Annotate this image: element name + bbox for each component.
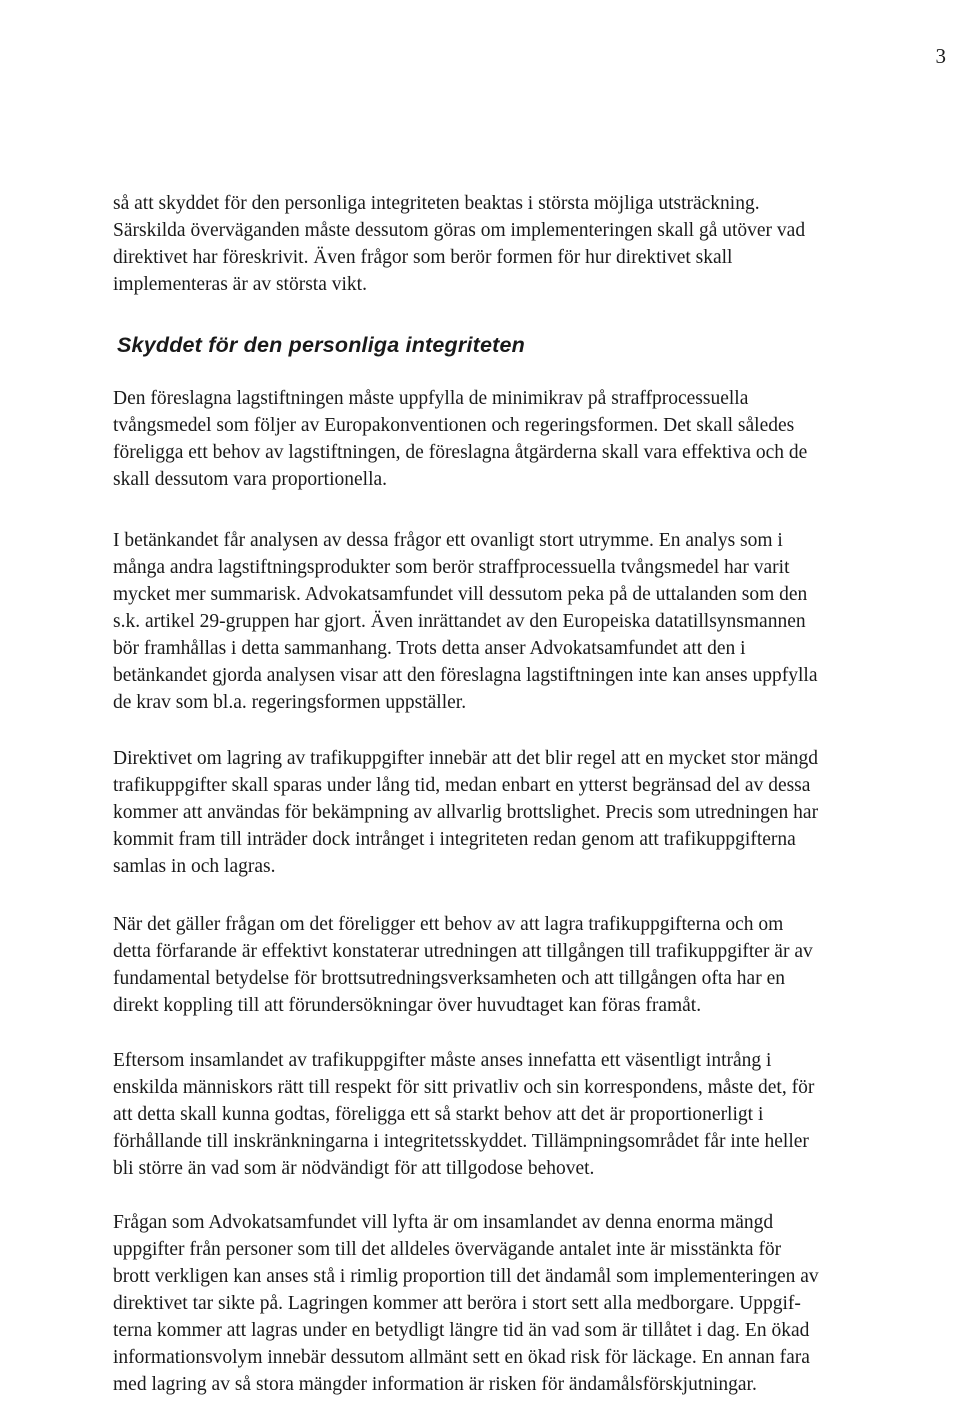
text-line: bli större än vad som är nödvändigt för att tillgodose behovet. (113, 1158, 595, 1179)
text-line: s.k. artikel 29-gruppen har gjort. Även inrättandet av den Europeiska datatillsynsmannen (113, 611, 806, 632)
text-line: bör framhållas i detta sammanhang. Trots detta anser Advokatsamfundet att den i (113, 638, 746, 659)
text-line: med lagring av så stora mängder information är risken för ändamålsförskjutningar. (113, 1374, 757, 1395)
text-line: När det gäller frågan om det föreligger ett behov av att lagra trafikuppgifterna och om (113, 914, 784, 935)
page-number: 3 (935, 44, 946, 68)
text-line: direktivet har föreskrivit. Även frågor som berör formen för hur direktivet skall (113, 247, 733, 268)
text-line: många andra lagstiftningsprodukter som berör straffprocessuella tvångsmedel har varit (113, 557, 790, 578)
text-line: Frågan som Advokatsamfundet vill lyfta är om insamlandet av denna enorma mängd (113, 1212, 774, 1233)
text-line: att detta skall kunna godtas, föreligga ett så starkt behov att det är proportionerligt i (113, 1104, 764, 1125)
text-line: Eftersom insamlandet av trafikuppgifter måste anses innefatta ett väsentligt intrång i (113, 1050, 772, 1071)
text-line: kommer att användas för bekämpning av allvarlig brottslighet. Precis som utredningen har (113, 802, 819, 823)
text-line: I betänkandet får analysen av dessa frågor ett ovanligt stort utrymme. En analys som i (113, 530, 783, 551)
text-line: direktivet tar sikte på. Lagringen kommer att beröra i stort sett alla medborgare. Uppgif- (113, 1293, 801, 1314)
text-line: föreligga ett behov av lagstiftningen, de föreslagna åtgärderna skall vara effektiva och de (113, 442, 808, 463)
paragraph-need (113, 911, 958, 1019)
paragraph-analysis (113, 527, 958, 716)
text-line: direkt koppling till att förundersökningar över huvudtaget kan föras framåt. (113, 995, 702, 1016)
text-line: implementeras är av största vikt. (113, 274, 367, 295)
text-line: fundamental betydelse för brottsutredningsverksamheten och att tillgången ofta har en (113, 968, 785, 989)
paragraph-minimum-requirements (113, 385, 958, 493)
text-line: förhållande till inskränkningarna i integritetsskyddet. Tillämpningsområdet får inte heller (113, 1131, 809, 1152)
paragraph-question (113, 1209, 958, 1398)
text-line: Särskilda överväganden måste dessutom göras om implementeringen skall gå utöver vad (113, 220, 806, 241)
text-line: brott verkligen kan anses stå i rimlig proportion till det ändamål som implementeringen av (113, 1266, 819, 1287)
text-line: tvångsmedel som följer av Europakonventionen och regeringsformen. Det skall således (113, 415, 795, 436)
text-line: mycket mer summarisk. Advokatsamfundet vill dessutom peka på de uttalanden som den (113, 584, 808, 605)
text-line: skall dessutom vara proportionella. (113, 469, 388, 490)
section-heading: Skyddet för den personliga integriteten (117, 333, 525, 357)
text-line: kommit fram till inträder dock intrånget i integriteten redan genom att trafikuppgifterna (113, 829, 796, 850)
text-line: Den föreslagna lagstiftningen måste uppfylla de minimikrav på straffprocessuella (113, 388, 749, 409)
intro-paragraph (113, 190, 958, 298)
text-line: Direktivet om lagring av trafikuppgifter innebär att det blir regel att en mycket stor mängd (113, 748, 819, 769)
text-line: så att skyddet för den personliga integriteten beaktas i största möjliga utsträckning. (113, 193, 760, 214)
text-line: samlas in och lagras. (113, 856, 276, 877)
text-line: trafikuppgifter skall sparas under lång tid, medan enbart en ytterst begränsad del av dessa (113, 775, 811, 796)
text-line: terna kommer att lagras under en betydligt längre tid än vad som är tillåtet i dag. En ökad (113, 1320, 810, 1341)
text-line: enskilda människors rätt till respekt för sitt privatliv och sin korrespondens, måste det, för (113, 1077, 815, 1098)
text-line: de krav som bl.a. regeringsformen uppställer. (113, 692, 467, 713)
text-line: betänkandet gjorda analysen visar att den föreslagna lagstiftningen inte kan anses uppfylla (113, 665, 818, 686)
text-line: detta förfarande är effektivt konstaterar utredningen att tillgången till trafikuppgifter är av (113, 941, 813, 962)
paragraph-directive (113, 745, 958, 880)
paragraph-proportionality (113, 1047, 958, 1182)
text-line: uppgifter från personer som till det alldeles övervägande antalet inte är misstänkta för (113, 1239, 782, 1260)
text-line: informationsvolym innebär dessutom allmänt sett en ökad risk för läckage. En annan fara (113, 1347, 810, 1368)
